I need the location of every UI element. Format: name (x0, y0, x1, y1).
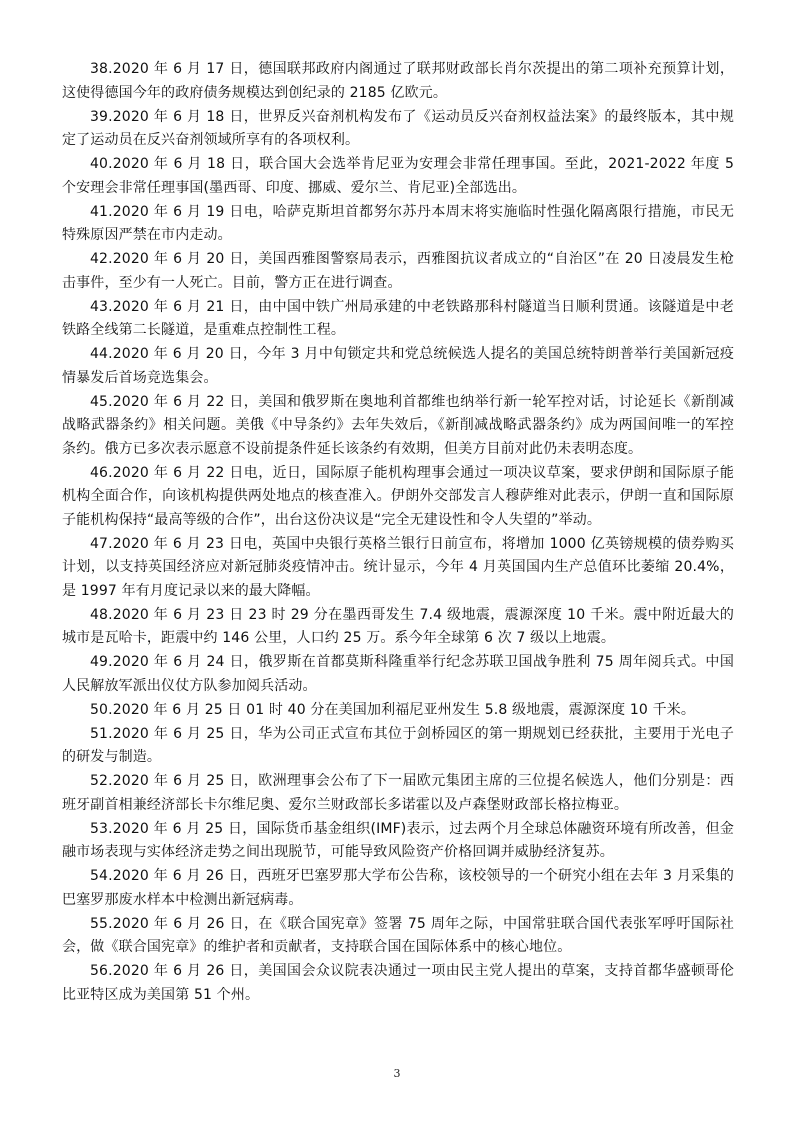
news-item-52: 52.2020 年 6 月 25 日，欧洲理事会公布了下一届欧元集团主席的三位提名候选人，他们分别是：西班牙副首相兼经济部长卡尔维尼奥、爱尔兰财政部长多诺霍以及卢森堡财政部长格拉梅亚。 (62, 773, 734, 813)
news-item-39: 39.2020 年 6 月 18 日，世界反兴奋剂机构发布了《运动员反兴奋剂权益法案》的最终版本，其中规定了运动员在反兴奋剂领域所享有的各项权利。 (62, 108, 734, 148)
news-item-55: 55.2020 年 6 月 26 日，在《联合国宪章》签署 75 周年之际，中国常驻联合国代表张军呼吁国际社会，做《联合国宪章》的维护者和贡献者，支持联合国在国际体系中的核心地位。 (62, 915, 734, 955)
news-item-42: 42.2020 年 6 月 20 日，美国西雅图警察局表示，西雅图抗议者成立的“自治区”在 20 日凌晨发生枪击事件，至少有一人死亡。目前，警方正在进行调查。 (62, 251, 734, 291)
news-item-54: 54.2020 年 6 月 26 日，西班牙巴塞罗那大学布公告称，该校领导的一个研究小组在去年 3 月采集的巴塞罗那废水样本中检测出新冠病毒。 (62, 868, 734, 908)
news-item-51: 51.2020 年 6 月 25 日，华为公司正式宣布其位于剑桥园区的第一期规划已经获批，主要用于光电子的研发与制造。 (62, 725, 734, 765)
news-item-56: 56.2020 年 6 月 26 日，美国国会众议院表决通过一项由民主党人提出的草案，支持首都华盛顿哥伦比亚特区成为美国第 51 个州。 (62, 963, 734, 1003)
news-item-53: 53.2020 年 6 月 25 日，国际货币基金组织(IMF)表示，过去两个月全球总体融资环境有所改善，但金融市场表现与实体经济走势之间出现脱节，可能导致风险资产价格回调并威胁经济复苏。 (62, 820, 734, 860)
news-item-47: 47.2020 年 6 月 23 日电，英国中央银行英格兰银行日前宣布，将增加 1000 亿英镑规模的债券购买计划，以支持英国经济应对新冠肺炎疫情冲击。统计显示，今年 4 月英国国内生产总值环比萎缩 20.4%，是 1997 年有月度记录以来的最大降幅。 (62, 535, 734, 599)
news-item-45: 45.2020 年 6 月 22 日，美国和俄罗斯在奥地利首都维也纳举行新一轮军控对话，讨论延长《新削减战略武器条约》相关问题。美俄《中导条约》去年失效后，《新削减战略武器条约》成为两国间唯一的军控条约。俄方已多次表示愿意不设前提条件延长该条约有效期，但美方目前对此仍未表明态度。 (62, 393, 734, 457)
news-item-49: 49.2020 年 6 月 24 日，俄罗斯在首都莫斯科隆重举行纪念苏联卫国战争胜利 75 周年阅兵式。中国人民解放军派出仪仗方队参加阅兵活动。 (62, 654, 734, 694)
news-item-40: 40.2020 年 6 月 18 日，联合国大会选举肯尼亚为安理会非常任理事国。至此，2021-2022 年度 5 个安理会非常任理事国(墨西哥、印度、挪威、爱尔兰、肯尼亚)全部选出。 (62, 156, 734, 196)
news-item-46: 46.2020 年 6 月 22 日电，近日，国际原子能机构理事会通过一项决议草案，要求伊朗和国际原子能机构全面合作，向该机构提供两处地点的核查准入。伊朗外交部发言人穆萨维对此表示，伊朗一直和国际原子能机构保持“最高等级的合作”，出台这份决议是“完全无建设性和令人失望的”举动。 (62, 464, 734, 528)
news-item-43: 43.2020 年 6 月 21 日，由中国中铁广州局承建的中老铁路那科村隧道当日顺利贯通。该隧道是中老铁路全线第二长隧道，是重难点控制性工程。 (62, 298, 734, 338)
news-list (62, 58, 734, 1008)
news-item-38: 38.2020 年 6 月 17 日，德国联邦政府内阁通过了联邦财政部长肖尔茨提出的第二项补充预算计划，这使得德国今年的政府债务规模达到创纪录的 2185 亿欧元。 (62, 61, 734, 101)
news-item-41: 41.2020 年 6 月 19 日电，哈萨克斯坦首都努尔苏丹本周末将实施临时性强化隔离限行措施，市民无特殊原因严禁在市内走动。 (62, 203, 734, 243)
news-item-44: 44.2020 年 6 月 20 日，今年 3 月中旬锁定共和党总统候选人提名的美国总统特朗普举行美国新冠疫情暴发后首场竞选集会。 (62, 346, 734, 386)
page-number: 3 (393, 1067, 401, 1080)
news-item-48: 48.2020 年 6 月 23 日 23 时 29 分在墨西哥发生 7.4 级地震，震源深度 10 千米。震中附近最大的城市是瓦哈卡，距震中约 146 公里，人口约 25 万。系今年全球第 6 次 7 级以上地震。 (62, 606, 734, 646)
news-item-50: 50.2020 年 6 月 25 日 01 时 40 分在美国加利福尼亚州发生 5.8 级地震，震源深度 10 千米。 (90, 701, 696, 718)
